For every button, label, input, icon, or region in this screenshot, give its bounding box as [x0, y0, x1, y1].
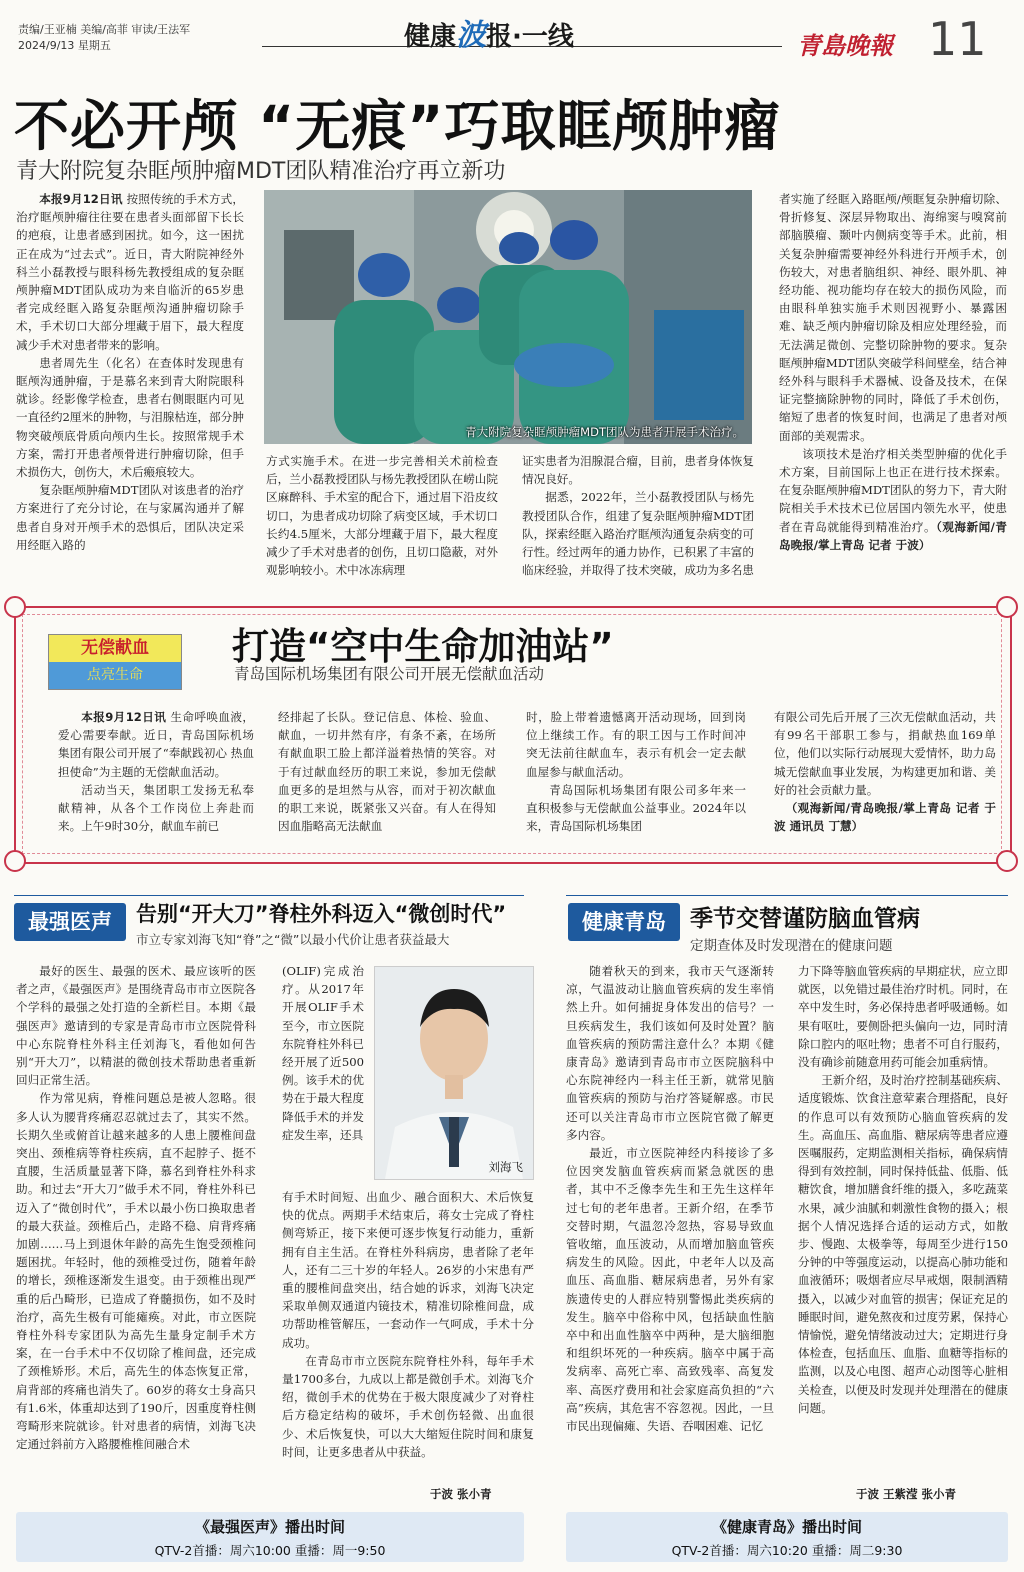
article1-col1-text: 按照传统的手术方式，治疗眶颅肿瘤往往要在患者头面部留下长长的疤痕，让患者感到困扰。如今，这一困扰正在成为“过去式”。近日，青大附院神经外科兰小磊教授与眼科杨先教授组成的复杂眶颅肿瘤MDT团队成功为来自临沂的65岁患者完成经眶入路复杂眶颅沟通肿瘤切除手术，手术切口大部分埋藏于眉下，最大程度减少手术对患者带来的影响。	[16, 192, 244, 352]
article1-lead: 本报9月12日讯	[39, 192, 123, 206]
article2-col1-p2: 活动当天，集团职工发扬无私奉献精神，从各个工作岗位上奔赴而来。上午9时30分，献血车前已	[58, 782, 254, 834]
section-title	[404, 10, 574, 54]
article4-title: 季节交替谨防脑血管病	[690, 906, 920, 932]
article2-col3-text: 时，脸上带着遗憾离开活动现场，回到岗位上继续工作。有的职工因与工作时间冲突无法前往献血车，表示有机会一定去献血屋参与献血活动。	[526, 710, 746, 779]
article3-col2-short-text: (OLIF)完成治疗。从2017年开展OLIF手术至今，市立医院东院脊柱外科已经开展了近500例。该手术的优势在于最大程度降低手术的并发症发生率，还具	[282, 964, 364, 1142]
article3-col1	[16, 962, 256, 1504]
footer-right	[566, 1512, 1008, 1562]
article1-credit: （观海新闻/青岛晚报/掌上青岛 记者 于波）	[779, 519, 1007, 552]
blood-badge-bottom: 点亮生命	[49, 662, 181, 689]
article3-col2-short	[282, 962, 364, 1186]
article4-subtitle: 定期查体及时发现潜在的健康问题	[690, 938, 893, 954]
article1-col3-p2: 据悉，2022年，兰小磊教授团队与杨先教授团队合作，组建了复杂眶颅肿瘤MDT团队，探索经眶入路治疗眶颅沟通复杂病变的可行性。经过两年的通力协作，已积累了丰富的临床经验，并取得了技术突破，成功为多名患	[522, 490, 754, 578]
article1-col1-p3: 复杂眶颅肿瘤MDT团队对该患者的治疗方案进行了充分讨论，在与家属沟通并了解患者自身对开颅手术的恐惧后，团队决定采用经眶入路的	[16, 483, 244, 552]
article2-subtitle: 青岛国际机场集团有限公司开展无偿献血活动	[234, 665, 545, 683]
article4-col1	[566, 962, 774, 1502]
article1-subtitle: 青大附院复杂眶颅肿瘤MDT团队精准治疗再立新功	[16, 159, 506, 184]
date-line: 2024/9/13 星期五	[18, 39, 111, 52]
page-number: 11	[928, 12, 987, 66]
blood-badge	[48, 634, 182, 690]
article2-col1	[58, 708, 254, 846]
article3-col2-text: 有手术时间短、出血少、融合面积大、术后恢复快的优点。两期手术结束后，蒋女士完成了脊柱侧弯矫正，接下来便可逐步恢复行动能力，重新拥有自主生活。在脊柱外科病房，患者除了老年人，还有二三十岁的年轻人。26岁的小宋患有严重的腰椎间盘突出，结合她的诉求，刘海飞决定采取单侧双通道内镜技术，精准切除椎间盘，成功帮助椎管解压，一套动作一气呵成，手术十分成功。	[282, 1190, 534, 1350]
article3-author: 于波 张小青	[430, 1487, 492, 1501]
article3-subtitle: 市立专家刘海飞知“脊”之“微”以最小代价让患者获益最大	[136, 932, 450, 947]
doctor-portrait	[375, 967, 533, 1179]
article2-lead: 本报9月12日讯	[81, 710, 167, 724]
article3-badge: 最强医声	[14, 903, 126, 941]
article1-col2-text: 方式实施手术。在进一步完善相关术前检查后，兰小磊教授团队与杨先教授团队在崂山院区麻醉科、手术室的配合下，通过眉下沿皮纹切口，为患者成功切除了病变区域，手术切口长约4.5厘米，大部分埋藏于眉下，最大程度减少了手术对患者的创伤，且切口隐蔽，对外观影响较小。术中冰冻病理	[266, 454, 498, 578]
surgery-photo-illustration	[264, 190, 752, 444]
footer-left	[16, 1512, 524, 1562]
section-title-a: 健康	[404, 22, 457, 52]
section-title-wave: 波	[456, 18, 487, 53]
article2-col4	[774, 708, 996, 846]
article2-col2	[278, 708, 496, 846]
article2-col4-text: 有限公司先后开展了三次无偿献血活动，共有99名干部职工参与，捐献热血169单位，他们以实际行动展现大爱情怀，助力岛城无偿献血事业发展，为构建更加和谐、美好的社会贡献力量。	[774, 710, 996, 797]
editors-line: 责编/王亚楠 美编/高菲 审读/王法军	[18, 23, 191, 36]
article3-col1-p2: 作为常见病，脊椎问题总是被人忽略。很多人认为腰背疼痛忍忍就过去了，其实不然。长期久坐或俯首让越来越多的人患上腰椎间盘突出、颈椎病等脊柱疾病，直不起脖子、挺不直腰，生活质量显著下降，慕名到脊柱外科求助。和过去“开大刀”做手术不同，脊柱外科已迈入了“微创时代”，手术以最小伤口换取患者的最大获益。颈椎后凸，走路不稳、肩背疼痛加剧……马上到退休年龄的高先生饱受颈椎问题困扰。年轻时，他的颈椎受过伤，随着年龄的增长，颈椎逐渐发生退变。由于颈椎出现严重的后凸畸形，已造成了脊髓损伤，如不及时治疗，高先生极有可能瘫痪。对此，市立医院脊柱外科专家团队为高先生量身定制手术方案，在一台手术中不仅切除了椎间盘，还完成了颈椎矫形。术后，高先生的体态恢复正常，肩背部的疼痛也消失了。60岁的蒋女士身高只有1.6米，体重却达到了190斤，因重度脊柱侧弯畸形来院就诊。针对患者的病情，刘海飞决定通过斜前方入路腰椎椎间融合术	[16, 1091, 256, 1452]
footer-left-time: QTV-2首播：周六10:00 重播：周一9:50	[154, 1543, 386, 1558]
article1-col4-text: 者实施了经眶入路眶颅/颅眶复杂肿瘤切除、骨折修复、深层异物取出、海绵窦与嗅窝前部脑膜瘤、颞叶内侧病变等手术。此前，相关复杂肿瘤需要神经外科进行开颅手术，创伤较大，对患者脑组织、神经、眼外肌、神经功能、视功能均存在较大的损伤风险，而由眼科单独实施手术则因视野小、暴露困难、缺乏颅内肿瘤切除及相应处理经验，而无法满足微创、完整切除肿物的要求。复杂眶颅肿瘤MDT团队突破学科间壁垒，结合神经外科与眼科手术器械、设备及技术，在保证完整摘除肿物的同时，降低了手术创伤，缩短了患者的恢复时间，也满足了患者对颅面部的美观需求。	[779, 192, 1007, 443]
article3-col2	[282, 1188, 534, 1488]
article1-title: 不必开颅 “无痕”巧取眶颅肿瘤	[14, 94, 781, 158]
article4-col2-p2: 王新介绍，及时治疗控制基础疾病、适度锻炼、饮食注意荤素合理搭配，良好的作息可以有效预防心脑血管疾病的发生。高血压、高血脂、糖尿病等患者应遵医嘱服药，定期监测相关指标，确保病情得到有效控制，同时保持低盐、低脂、低糖饮食，增加膳食纤维的摄入，多吃蔬菜水果，减少油腻和刺激性食物的摄入；根据个人情况选择合适的运动方式，如散步、慢跑、太极拳等，每周至少进行150分钟的中等强度运动，以提高心肺功能和血液循环；吸烟者应尽早戒烟，限制酒精摄入，以减少对血管的损害；保证充足的睡眠时间，避免熬夜和过度劳累，保持心情愉悦，避免情绪波动过大；定期进行身体检查，包括血压、血脂、血糖等指标的监测，以及心电图、超声心动图等心脏相关检查，以便及时发现并处理潜在的健康问题。	[798, 1073, 1008, 1415]
paper-logo: 青島晚報	[797, 31, 893, 60]
article2-col3	[526, 708, 746, 846]
article1-col1-p2: 患者周先生（化名）在查体时发现患有眶颅沟通肿瘤，于是慕名来到青大附院眼科就诊。经影像学检查，患者右侧眼眶内可见一直径约2厘米的肿物，与泪腺枯连，部分肿物突破颅底骨质向颅内生长。按照常规手术方案，需打开患者颅骨进行肿瘤切除，但手术损伤大，创伤大，术后瘢痕较大。	[16, 355, 244, 480]
article4-col1-text: 随着秋天的到来，我市天气逐渐转凉，气温波动让脑血管疾病的发生率悄然上升。如何捕捉身体发出的信号？一旦疾病发生，我们该如何及时处置？脑血管疾病的预防需注意什么？本期《健康青岛》邀请到青岛市市立医院脑科中心东院神经内一科主任王新，就常见脑血管疾病的预防与治疗答疑解惑。市民还可以关注青岛市市立医院官微了解更多内容。	[566, 964, 774, 1142]
article1-col3	[522, 452, 754, 590]
surgery-photo	[264, 190, 752, 444]
footer-right-time: QTV-2首播：周六10:20 重播：周二9:30	[671, 1543, 903, 1558]
article1-col1	[16, 190, 244, 590]
article1-col4	[779, 190, 1007, 590]
article2-col1-text: 生命呼唤血液，爱心需要奉献。近日，青岛国际机场集团有限公司开展了“奉献践初心 热血担使命”为主题的无偿献血活动。	[58, 710, 254, 779]
article3-col2-p2: 在青岛市市立医院东院脊柱外科，每年手术量1700多台，九成以上都是微创手术。刘海飞介绍，微创手术的优势在于极大限度减少了对脊柱后方稳定结构的破坏，手术创伤轻微、出血很少、术后恢复快，可以大大缩短住院时间和康复时间，让更多患者从中获益。	[282, 1353, 534, 1459]
doctor-photo	[374, 966, 534, 1180]
article3-title: 告别“开大刀”脊柱外科迈入“微创时代”	[136, 902, 507, 926]
editors-info	[18, 22, 190, 54]
article2-credit: （观海新闻/青岛晚报/掌上青岛 记者 于波 通讯员 丁慧）	[774, 801, 996, 834]
surgery-photo-caption: 青大附院复杂眶颅肿瘤MDT团队为患者开展手术治疗。	[465, 425, 744, 439]
article1-col3-text: 证实患者为泪腺混合瘤，目前，患者身体恢复情况良好。	[522, 454, 754, 487]
article4-author: 于波 王紫滢 张小青	[856, 1487, 957, 1501]
article3-col1-text: 最好的医生、最强的医术、最应该听的医者之声，《最强医声》是围绕青岛市市立医院各个学科的最强之处打造的全新栏目。本期《最强医声》邀请到的专家是青岛市市立医院骨科中心东院脊柱外科主任刘海飞，看他如何告别“开大刀”，以精湛的微创技术帮助患者重新回归正常生活。	[16, 964, 256, 1088]
article4-col2-text: 力下降等脑血管疾病的早期症状，应立即就医，以免错过最佳治疗时机。同时，在卒中发生时，务必保持患者呼吸通畅。如果有呕吐，要侧卧把头偏向一边，同时清除口腔内的呕吐物；患者不可自行服药，没有确诊前随意用药可能会加重病情。	[798, 964, 1008, 1070]
blood-badge-top: 无偿献血	[49, 635, 181, 662]
footer-left-title: 《最强医声》播出时间	[194, 1518, 345, 1536]
article4-col2	[798, 962, 1008, 1484]
article1-col2	[266, 452, 498, 590]
article4-badge: 健康青岛	[568, 903, 680, 941]
footer-right-title: 《健康青岛》播出时间	[711, 1518, 862, 1536]
article2-title: 打造“空中生命加油站”	[232, 625, 614, 668]
article4-col1-p2: 最近，市立医院神经内科接诊了多位因突发脑血管疾病而紧急就医的患者，其中不乏像李先生和王先生这样年过七旬的老年患者。王新介绍，在季节交替时期，气温忽冷忽热，容易导致血管收缩，血压波动，从而增加脑血管疾病发生的风险。因此，中老年人以及高血压、高血脂、糖尿病患者，另外有家族遗传史的人群应特别警惕此类疾病的发生。脑卒中俗称中风，包括缺血性脑卒中和出血性脑卒中两种，是大脑细胞和组织坏死的一种疾病。脑卒中属于高发病率、高死亡率、高致残率、高复发率、高医疗费用和社会家庭高负担的“六高”疾病，其危害不容忽视。因此，一旦市民出现偏瘫、失语、吞咽困难、记忆	[566, 1146, 774, 1434]
article2-col3-p2: 青岛国际机场集团有限公司多年来一直积极参与无偿献血公益事业。2024年以来，青岛国际机场集团	[526, 782, 746, 834]
article2-col2-text: 经排起了长队。登记信息、体检、验血、献血，一切井然有序，有条不紊，在场所有献血职工脸上都洋溢着热情的笑容。对于有过献血经历的职工来说，参加无偿献血更多的是坦然与从容，而对于初次献血的职工来说，既紧张又兴奋。有人在得知因血脂略高无法献血	[278, 710, 496, 834]
doctor-photo-label: 刘海飞	[488, 1160, 523, 1174]
section-title-b: 报·一线	[486, 22, 574, 52]
article1-col4-p2: 该项技术是治疗相关类型肿瘤的优化手术方案，目前国际上也正在进行技术探索。在复杂眶颅肿瘤MDT团队的努力下，青大附院相关手术技术已位居国内领先水平，使患者在青岛就能得到精准治疗。	[779, 446, 1007, 534]
